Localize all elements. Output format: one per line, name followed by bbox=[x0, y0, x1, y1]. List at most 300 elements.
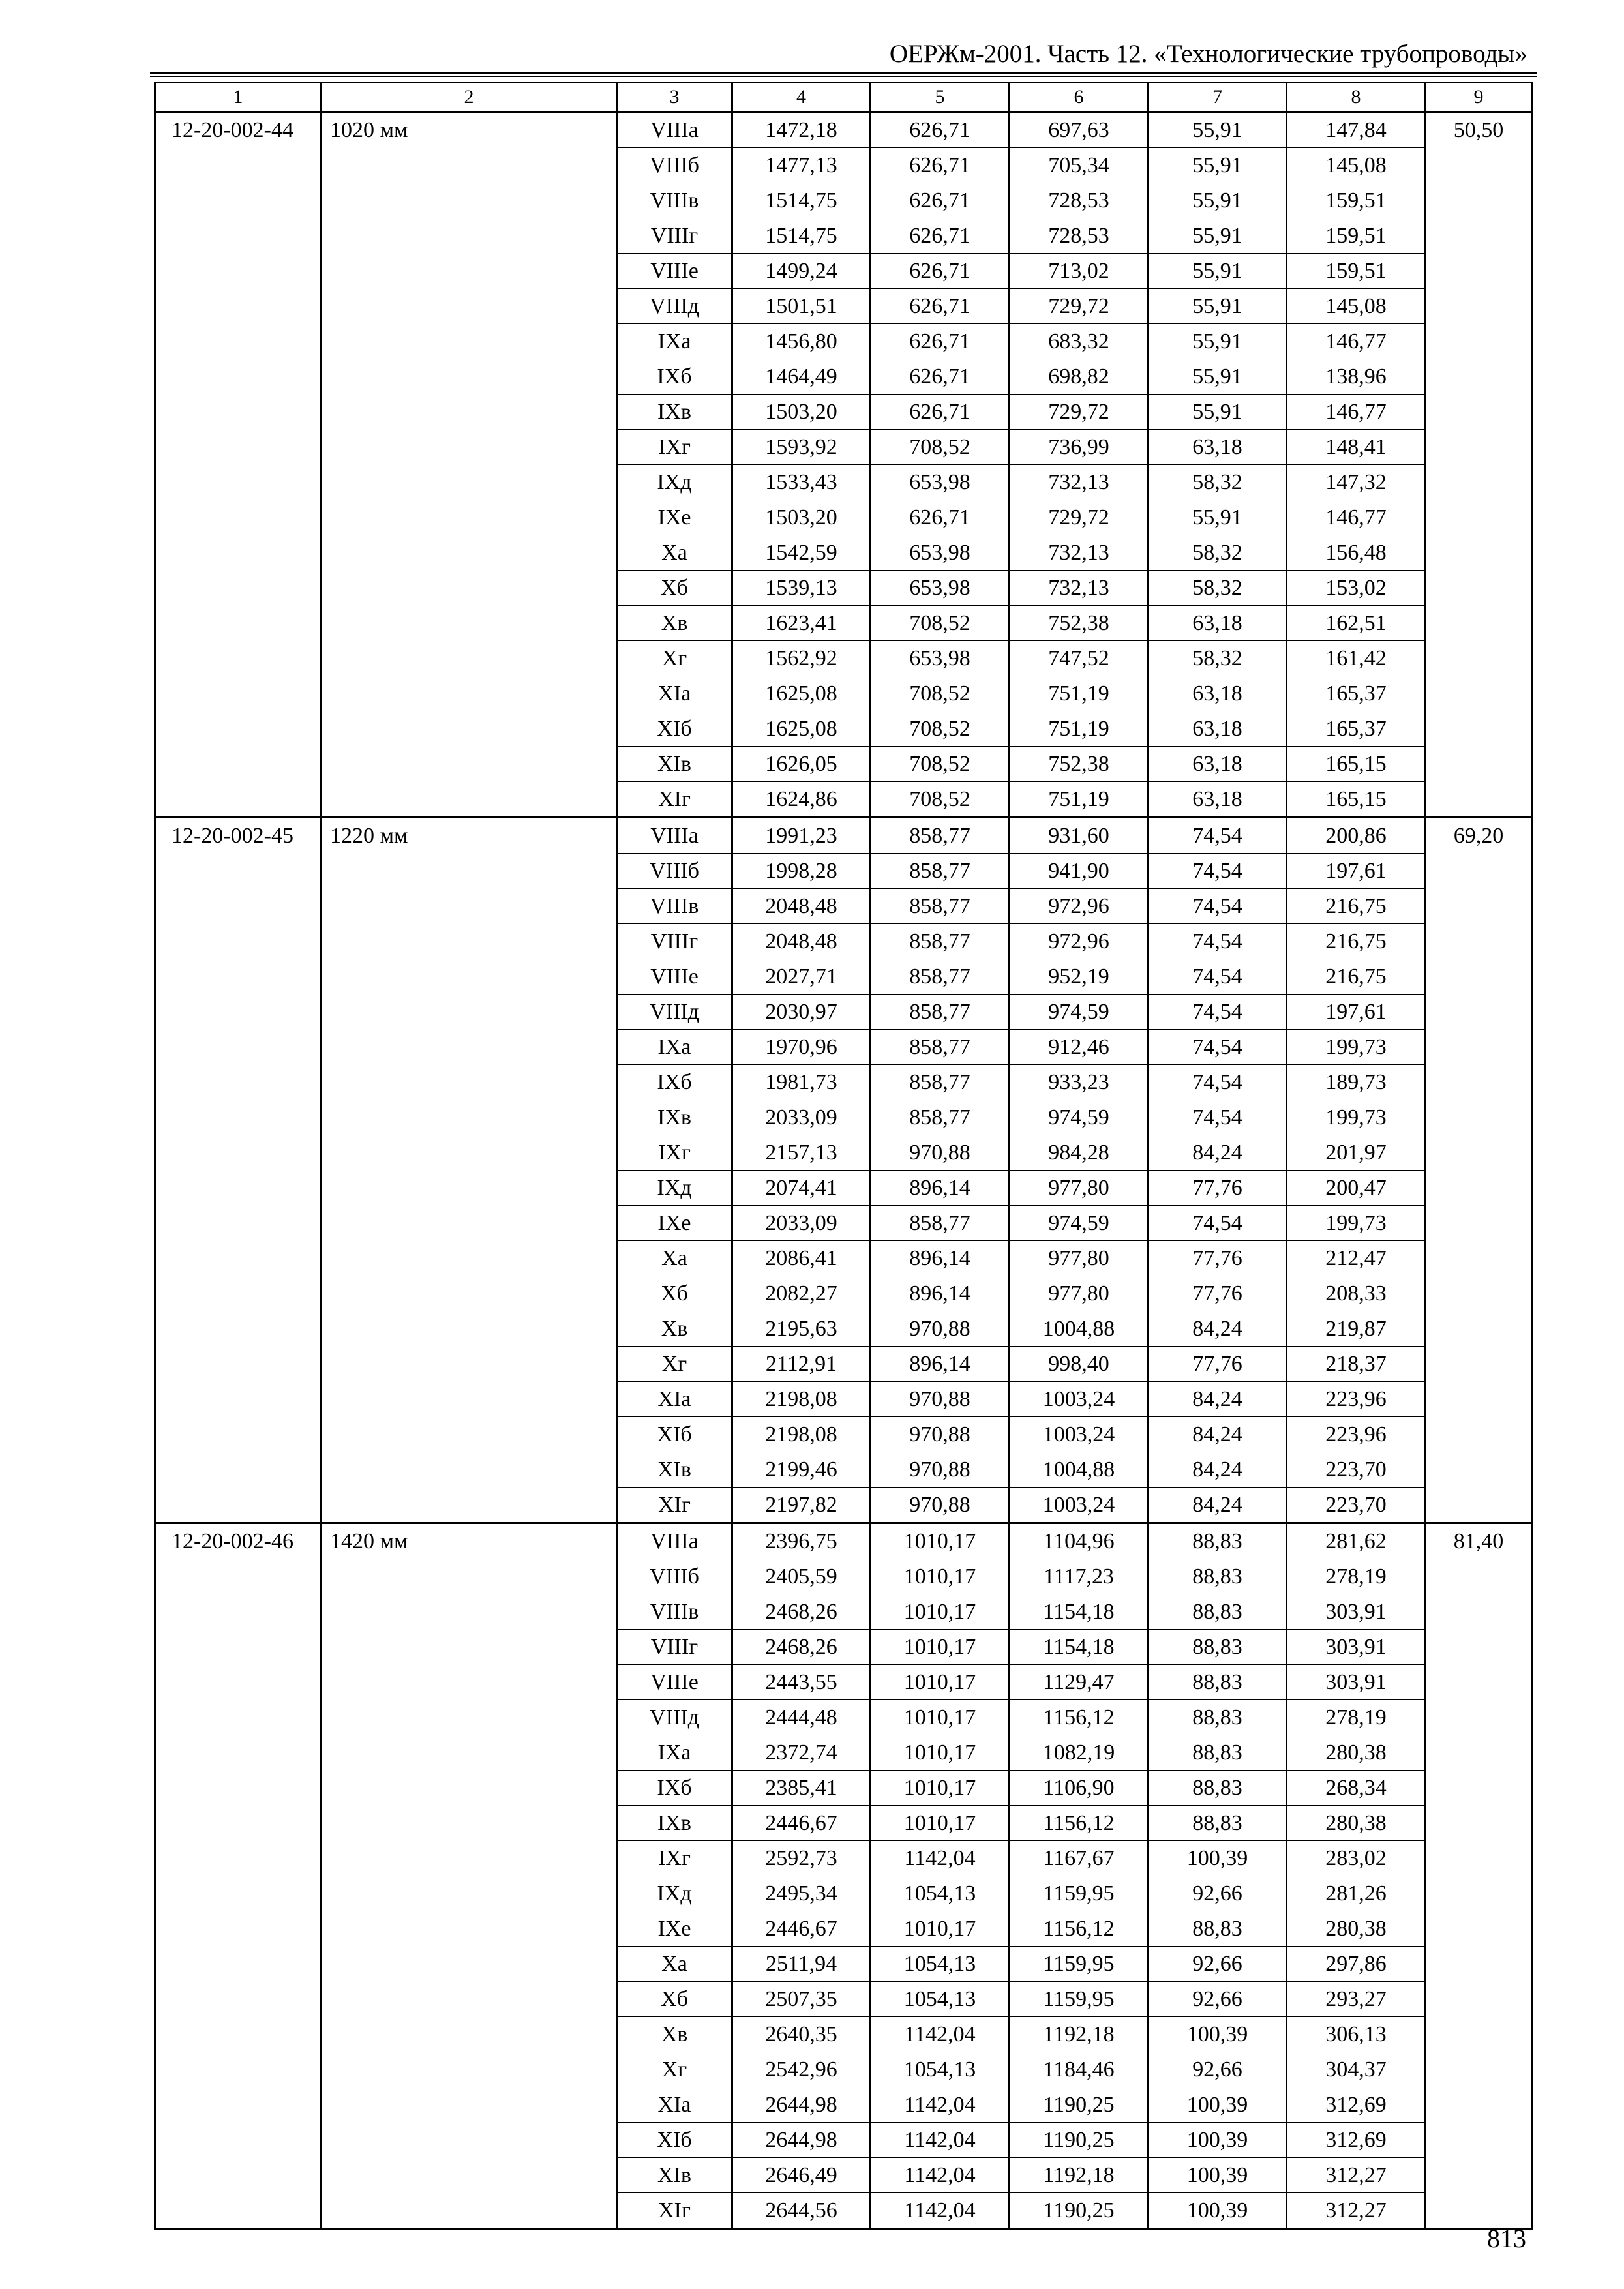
labor-hours bbox=[1426, 430, 1532, 465]
total-cost: 2646,49 bbox=[732, 2158, 871, 2193]
labor-cost: 970,88 bbox=[871, 1382, 1010, 1417]
machinist-wage: 92,66 bbox=[1149, 2052, 1287, 2087]
rate-code bbox=[155, 324, 322, 359]
table-row bbox=[155, 1065, 1532, 1100]
labor-cost: 896,14 bbox=[871, 1276, 1010, 1311]
labor-hours bbox=[1426, 1171, 1532, 1206]
price-class: IXв bbox=[617, 1806, 732, 1841]
pipe-diameter bbox=[322, 324, 617, 359]
labor-hours bbox=[1426, 571, 1532, 606]
labor-cost: 1010,17 bbox=[871, 1806, 1010, 1841]
total-cost: 1593,92 bbox=[732, 430, 871, 465]
labor-hours bbox=[1426, 500, 1532, 535]
rate-code: 12-20-002-45 bbox=[155, 818, 322, 854]
labor-cost: 1142,04 bbox=[871, 2123, 1010, 2158]
machinist-wage: 84,24 bbox=[1149, 1135, 1287, 1171]
pipe-diameter bbox=[322, 1735, 617, 1771]
materials-cost: 208,33 bbox=[1287, 1276, 1426, 1311]
materials-cost: 281,26 bbox=[1287, 1876, 1426, 1911]
price-class: XIб bbox=[617, 1417, 732, 1452]
machine-cost: 705,34 bbox=[1010, 148, 1149, 183]
pipe-diameter bbox=[322, 1630, 617, 1665]
pipe-diameter: 1020 мм bbox=[322, 112, 617, 148]
rate-code bbox=[155, 854, 322, 889]
price-class: IXа bbox=[617, 1030, 732, 1065]
labor-cost: 626,71 bbox=[871, 324, 1010, 359]
machinist-wage: 74,54 bbox=[1149, 1206, 1287, 1241]
pipe-diameter bbox=[322, 782, 617, 818]
price-class: IXг bbox=[617, 430, 732, 465]
machinist-wage: 55,91 bbox=[1149, 289, 1287, 324]
rate-code bbox=[155, 148, 322, 183]
rate-code bbox=[155, 1700, 322, 1735]
total-cost: 1514,75 bbox=[732, 218, 871, 254]
materials-cost: 159,51 bbox=[1287, 218, 1426, 254]
materials-cost: 281,62 bbox=[1287, 1523, 1426, 1559]
price-class: VIIIб bbox=[617, 1559, 732, 1594]
table-row bbox=[155, 1523, 1532, 1559]
table-row bbox=[155, 1982, 1532, 2017]
rate-code bbox=[155, 924, 322, 959]
machinist-wage: 88,83 bbox=[1149, 1806, 1287, 1841]
labor-cost: 858,77 bbox=[871, 889, 1010, 924]
total-cost: 2542,96 bbox=[732, 2052, 871, 2087]
pipe-diameter bbox=[322, 183, 617, 218]
table-row bbox=[155, 959, 1532, 995]
column-number: 2 bbox=[322, 83, 617, 112]
materials-cost: 218,37 bbox=[1287, 1347, 1426, 1382]
rate-code bbox=[155, 747, 322, 782]
materials-cost: 199,73 bbox=[1287, 1206, 1426, 1241]
machinist-wage: 74,54 bbox=[1149, 818, 1287, 854]
table-row bbox=[155, 854, 1532, 889]
materials-cost: 303,91 bbox=[1287, 1630, 1426, 1665]
labor-hours bbox=[1426, 1100, 1532, 1135]
machinist-wage: 77,76 bbox=[1149, 1241, 1287, 1276]
table-row bbox=[155, 1276, 1532, 1311]
labor-cost: 708,52 bbox=[871, 747, 1010, 782]
total-cost: 2033,09 bbox=[732, 1206, 871, 1241]
machine-cost: 1129,47 bbox=[1010, 1665, 1149, 1700]
price-class: IXа bbox=[617, 1735, 732, 1771]
price-class: IXд bbox=[617, 1876, 732, 1911]
total-cost: 2468,26 bbox=[732, 1594, 871, 1630]
rate-code bbox=[155, 1417, 322, 1452]
labor-hours bbox=[1426, 711, 1532, 747]
labor-hours bbox=[1426, 2052, 1532, 2087]
labor-cost: 708,52 bbox=[871, 782, 1010, 818]
machinist-wage: 74,54 bbox=[1149, 889, 1287, 924]
materials-cost: 278,19 bbox=[1287, 1559, 1426, 1594]
materials-cost: 212,47 bbox=[1287, 1241, 1426, 1276]
materials-cost: 146,77 bbox=[1287, 395, 1426, 430]
materials-cost: 165,15 bbox=[1287, 782, 1426, 818]
machine-cost: 972,96 bbox=[1010, 889, 1149, 924]
column-number: 4 bbox=[732, 83, 871, 112]
rate-code bbox=[155, 1488, 322, 1523]
price-class: IXб bbox=[617, 359, 732, 395]
labor-hours bbox=[1426, 289, 1532, 324]
labor-cost: 626,71 bbox=[871, 112, 1010, 148]
price-class: VIIIв bbox=[617, 889, 732, 924]
total-cost: 2444,48 bbox=[732, 1700, 871, 1735]
total-cost: 2644,98 bbox=[732, 2087, 871, 2123]
machine-cost: 729,72 bbox=[1010, 395, 1149, 430]
machinist-wage: 74,54 bbox=[1149, 854, 1287, 889]
machinist-wage: 77,76 bbox=[1149, 1171, 1287, 1206]
total-cost: 2468,26 bbox=[732, 1630, 871, 1665]
table-row bbox=[155, 2087, 1532, 2123]
price-class: IXд bbox=[617, 1171, 732, 1206]
rate-code bbox=[155, 1947, 322, 1982]
machine-cost: 974,59 bbox=[1010, 1206, 1149, 1241]
rate-code: 12-20-002-46 bbox=[155, 1523, 322, 1559]
labor-cost: 626,71 bbox=[871, 359, 1010, 395]
price-class: IXе bbox=[617, 1206, 732, 1241]
labor-hours bbox=[1426, 606, 1532, 641]
table-row bbox=[155, 641, 1532, 676]
machine-cost: 736,99 bbox=[1010, 430, 1149, 465]
machine-cost: 697,63 bbox=[1010, 112, 1149, 148]
labor-hours bbox=[1426, 1665, 1532, 1700]
rate-code bbox=[155, 1771, 322, 1806]
table-row bbox=[155, 2158, 1532, 2193]
table-row bbox=[155, 1630, 1532, 1665]
materials-cost: 197,61 bbox=[1287, 854, 1426, 889]
pipe-diameter bbox=[322, 254, 617, 289]
rate-code bbox=[155, 1241, 322, 1276]
materials-cost: 147,84 bbox=[1287, 112, 1426, 148]
materials-cost: 153,02 bbox=[1287, 571, 1426, 606]
machinist-wage: 84,24 bbox=[1149, 1488, 1287, 1523]
machinist-wage: 55,91 bbox=[1149, 254, 1287, 289]
labor-cost: 653,98 bbox=[871, 571, 1010, 606]
price-class: XIг bbox=[617, 2193, 732, 2229]
materials-cost: 145,08 bbox=[1287, 148, 1426, 183]
rate-code bbox=[155, 1841, 322, 1876]
labor-cost: 858,77 bbox=[871, 924, 1010, 959]
price-class: Xб bbox=[617, 571, 732, 606]
pipe-diameter bbox=[322, 535, 617, 571]
rate-code bbox=[155, 465, 322, 500]
machinist-wage: 63,18 bbox=[1149, 711, 1287, 747]
price-class: IXв bbox=[617, 395, 732, 430]
total-cost: 2197,82 bbox=[732, 1488, 871, 1523]
labor-cost: 970,88 bbox=[871, 1417, 1010, 1452]
total-cost: 1472,18 bbox=[732, 112, 871, 148]
price-class: VIIIд bbox=[617, 995, 732, 1030]
price-class: VIIIд bbox=[617, 289, 732, 324]
machine-cost: 977,80 bbox=[1010, 1276, 1149, 1311]
labor-cost: 626,71 bbox=[871, 148, 1010, 183]
rate-code bbox=[155, 2123, 322, 2158]
machine-cost: 1154,18 bbox=[1010, 1594, 1149, 1630]
machine-cost: 933,23 bbox=[1010, 1065, 1149, 1100]
table-row bbox=[155, 1241, 1532, 1276]
rate-code bbox=[155, 535, 322, 571]
machine-cost: 1159,95 bbox=[1010, 1982, 1149, 2017]
price-class: XIг bbox=[617, 1488, 732, 1523]
total-cost: 2495,34 bbox=[732, 1876, 871, 1911]
rate-code bbox=[155, 676, 322, 711]
pipe-diameter bbox=[322, 2087, 617, 2123]
machinist-wage: 63,18 bbox=[1149, 747, 1287, 782]
table-row bbox=[155, 254, 1532, 289]
rate-code bbox=[155, 2087, 322, 2123]
pipe-diameter bbox=[322, 1841, 617, 1876]
rate-code bbox=[155, 1452, 322, 1488]
machine-cost: 1104,96 bbox=[1010, 1523, 1149, 1559]
labor-cost: 1142,04 bbox=[871, 2087, 1010, 2123]
table-row bbox=[155, 676, 1532, 711]
pipe-diameter bbox=[322, 889, 617, 924]
labor-cost: 1010,17 bbox=[871, 1665, 1010, 1700]
machine-cost: 1117,23 bbox=[1010, 1559, 1149, 1594]
table-row bbox=[155, 1030, 1532, 1065]
labor-hours bbox=[1426, 1700, 1532, 1735]
labor-hours: 81,40 bbox=[1426, 1523, 1532, 1559]
total-cost: 1499,24 bbox=[732, 254, 871, 289]
labor-cost: 653,98 bbox=[871, 465, 1010, 500]
rate-code bbox=[155, 1876, 322, 1911]
total-cost: 1625,08 bbox=[732, 711, 871, 747]
machinist-wage: 63,18 bbox=[1149, 782, 1287, 818]
labor-hours bbox=[1426, 782, 1532, 818]
pipe-diameter bbox=[322, 924, 617, 959]
machine-cost: 713,02 bbox=[1010, 254, 1149, 289]
rate-code bbox=[155, 1594, 322, 1630]
table-row bbox=[155, 2123, 1532, 2158]
machine-cost: 1154,18 bbox=[1010, 1630, 1149, 1665]
machinist-wage: 88,83 bbox=[1149, 1594, 1287, 1630]
table-row bbox=[155, 324, 1532, 359]
total-cost: 1477,13 bbox=[732, 148, 871, 183]
machinist-wage: 88,83 bbox=[1149, 1911, 1287, 1947]
price-class: IXд bbox=[617, 465, 732, 500]
pipe-diameter bbox=[322, 359, 617, 395]
labor-cost: 1142,04 bbox=[871, 2017, 1010, 2052]
labor-hours bbox=[1426, 854, 1532, 889]
machinist-wage: 74,54 bbox=[1149, 1030, 1287, 1065]
price-class: VIIIв bbox=[617, 183, 732, 218]
table-row bbox=[155, 2052, 1532, 2087]
pipe-diameter bbox=[322, 1241, 617, 1276]
rate-code bbox=[155, 1630, 322, 1665]
labor-hours bbox=[1426, 889, 1532, 924]
rate-code bbox=[155, 1100, 322, 1135]
total-cost: 1626,05 bbox=[732, 747, 871, 782]
labor-hours bbox=[1426, 676, 1532, 711]
machine-cost: 1190,25 bbox=[1010, 2193, 1149, 2229]
materials-cost: 312,27 bbox=[1287, 2193, 1426, 2229]
materials-cost: 146,77 bbox=[1287, 324, 1426, 359]
table-row bbox=[155, 782, 1532, 818]
machinist-wage: 74,54 bbox=[1149, 1100, 1287, 1135]
materials-cost: 146,77 bbox=[1287, 500, 1426, 535]
machine-cost: 984,28 bbox=[1010, 1135, 1149, 1171]
column-number: 1 bbox=[155, 83, 322, 112]
labor-hours bbox=[1426, 1947, 1532, 1982]
total-cost: 1981,73 bbox=[732, 1065, 871, 1100]
rate-code bbox=[155, 1382, 322, 1417]
labor-cost: 1142,04 bbox=[871, 2158, 1010, 2193]
labor-cost: 1010,17 bbox=[871, 1630, 1010, 1665]
pipe-diameter bbox=[322, 395, 617, 430]
price-class: IXб bbox=[617, 1065, 732, 1100]
table-row bbox=[155, 924, 1532, 959]
materials-cost: 200,47 bbox=[1287, 1171, 1426, 1206]
rate-code bbox=[155, 359, 322, 395]
price-class: IXе bbox=[617, 1911, 732, 1947]
labor-hours bbox=[1426, 1276, 1532, 1311]
labor-hours bbox=[1426, 1630, 1532, 1665]
price-class: IXг bbox=[617, 1841, 732, 1876]
total-cost: 2157,13 bbox=[732, 1135, 871, 1171]
table-row bbox=[155, 711, 1532, 747]
pipe-diameter: 1220 мм bbox=[322, 818, 617, 854]
materials-cost: 303,91 bbox=[1287, 1665, 1426, 1700]
machinist-wage: 92,66 bbox=[1149, 1876, 1287, 1911]
machinist-wage: 84,24 bbox=[1149, 1452, 1287, 1488]
total-cost: 2027,71 bbox=[732, 959, 871, 995]
labor-cost: 626,71 bbox=[871, 254, 1010, 289]
column-number: 7 bbox=[1149, 83, 1287, 112]
machine-cost: 1192,18 bbox=[1010, 2158, 1149, 2193]
column-numbers-row bbox=[155, 83, 1532, 112]
materials-cost: 283,02 bbox=[1287, 1841, 1426, 1876]
table-row bbox=[155, 1806, 1532, 1841]
labor-cost: 858,77 bbox=[871, 1030, 1010, 1065]
price-class: Xб bbox=[617, 1276, 732, 1311]
labor-cost: 1010,17 bbox=[871, 1559, 1010, 1594]
table-row bbox=[155, 1135, 1532, 1171]
labor-hours bbox=[1426, 1841, 1532, 1876]
pipe-diameter bbox=[322, 1100, 617, 1135]
machinist-wage: 58,32 bbox=[1149, 571, 1287, 606]
materials-cost: 200,86 bbox=[1287, 818, 1426, 854]
table-row bbox=[155, 395, 1532, 430]
price-class: Xв bbox=[617, 606, 732, 641]
machinist-wage: 100,39 bbox=[1149, 2087, 1287, 2123]
total-cost: 2644,56 bbox=[732, 2193, 871, 2229]
machine-cost: 1159,95 bbox=[1010, 1876, 1149, 1911]
header-rule bbox=[150, 72, 1537, 74]
pipe-diameter: 1420 мм bbox=[322, 1523, 617, 1559]
labor-cost: 626,71 bbox=[871, 289, 1010, 324]
pipe-diameter bbox=[322, 2158, 617, 2193]
labor-cost: 970,88 bbox=[871, 1311, 1010, 1347]
materials-cost: 159,51 bbox=[1287, 254, 1426, 289]
labor-cost: 970,88 bbox=[871, 1452, 1010, 1488]
total-cost: 2030,97 bbox=[732, 995, 871, 1030]
pipe-diameter bbox=[322, 148, 617, 183]
labor-hours bbox=[1426, 1382, 1532, 1417]
total-cost: 2446,67 bbox=[732, 1911, 871, 1947]
labor-hours bbox=[1426, 395, 1532, 430]
materials-cost: 223,96 bbox=[1287, 1382, 1426, 1417]
pipe-diameter bbox=[322, 1700, 617, 1735]
labor-hours bbox=[1426, 218, 1532, 254]
machine-cost: 729,72 bbox=[1010, 289, 1149, 324]
total-cost: 2195,63 bbox=[732, 1311, 871, 1347]
labor-cost: 1010,17 bbox=[871, 1735, 1010, 1771]
machine-cost: 751,19 bbox=[1010, 782, 1149, 818]
machine-cost: 931,60 bbox=[1010, 818, 1149, 854]
price-class: XIа bbox=[617, 1382, 732, 1417]
table-row bbox=[155, 1100, 1532, 1135]
total-cost: 1464,49 bbox=[732, 359, 871, 395]
rate-code bbox=[155, 1311, 322, 1347]
total-cost: 2372,74 bbox=[732, 1735, 871, 1771]
table-row bbox=[155, 1488, 1532, 1523]
materials-cost: 304,37 bbox=[1287, 2052, 1426, 2087]
machine-cost: 941,90 bbox=[1010, 854, 1149, 889]
pipe-diameter bbox=[322, 571, 617, 606]
table-row bbox=[155, 1947, 1532, 1982]
labor-cost: 896,14 bbox=[871, 1241, 1010, 1276]
price-class: XIв bbox=[617, 747, 732, 782]
rate-code bbox=[155, 1559, 322, 1594]
machinist-wage: 84,24 bbox=[1149, 1417, 1287, 1452]
labor-hours bbox=[1426, 2158, 1532, 2193]
rate-code bbox=[155, 1276, 322, 1311]
machine-cost: 732,13 bbox=[1010, 465, 1149, 500]
pipe-diameter bbox=[322, 2123, 617, 2158]
price-class: Xг bbox=[617, 2052, 732, 2087]
rate-code bbox=[155, 1206, 322, 1241]
materials-cost: 159,51 bbox=[1287, 183, 1426, 218]
machinist-wage: 88,83 bbox=[1149, 1559, 1287, 1594]
pipe-diameter bbox=[322, 1171, 617, 1206]
labor-hours bbox=[1426, 359, 1532, 395]
pipe-diameter bbox=[322, 1806, 617, 1841]
total-cost: 2385,41 bbox=[732, 1771, 871, 1806]
price-class: VIIIа bbox=[617, 1523, 732, 1559]
total-cost: 1503,20 bbox=[732, 500, 871, 535]
materials-cost: 293,27 bbox=[1287, 1982, 1426, 2017]
machine-cost: 683,32 bbox=[1010, 324, 1149, 359]
total-cost: 2640,35 bbox=[732, 2017, 871, 2052]
table-row bbox=[155, 218, 1532, 254]
labor-cost: 1142,04 bbox=[871, 2193, 1010, 2229]
page-number: 813 bbox=[1487, 2224, 1526, 2253]
pipe-diameter bbox=[322, 2052, 617, 2087]
pipe-diameter bbox=[322, 711, 617, 747]
materials-cost: 165,37 bbox=[1287, 711, 1426, 747]
machine-cost: 1159,95 bbox=[1010, 1947, 1149, 1982]
table-row bbox=[155, 183, 1532, 218]
table-row bbox=[155, 889, 1532, 924]
price-class: VIIIе bbox=[617, 959, 732, 995]
price-class: Xг bbox=[617, 641, 732, 676]
column-number: 5 bbox=[871, 83, 1010, 112]
total-cost: 2198,08 bbox=[732, 1417, 871, 1452]
materials-cost: 199,73 bbox=[1287, 1100, 1426, 1135]
pipe-diameter bbox=[322, 676, 617, 711]
total-cost: 2511,94 bbox=[732, 1947, 871, 1982]
table-row bbox=[155, 995, 1532, 1030]
table-row bbox=[155, 1841, 1532, 1876]
materials-cost: 278,19 bbox=[1287, 1700, 1426, 1735]
machine-cost: 752,38 bbox=[1010, 606, 1149, 641]
labor-hours bbox=[1426, 1206, 1532, 1241]
pipe-diameter bbox=[322, 1311, 617, 1347]
table-row bbox=[155, 1735, 1532, 1771]
labor-hours bbox=[1426, 1347, 1532, 1382]
machine-cost: 747,52 bbox=[1010, 641, 1149, 676]
labor-hours bbox=[1426, 1065, 1532, 1100]
labor-hours bbox=[1426, 148, 1532, 183]
